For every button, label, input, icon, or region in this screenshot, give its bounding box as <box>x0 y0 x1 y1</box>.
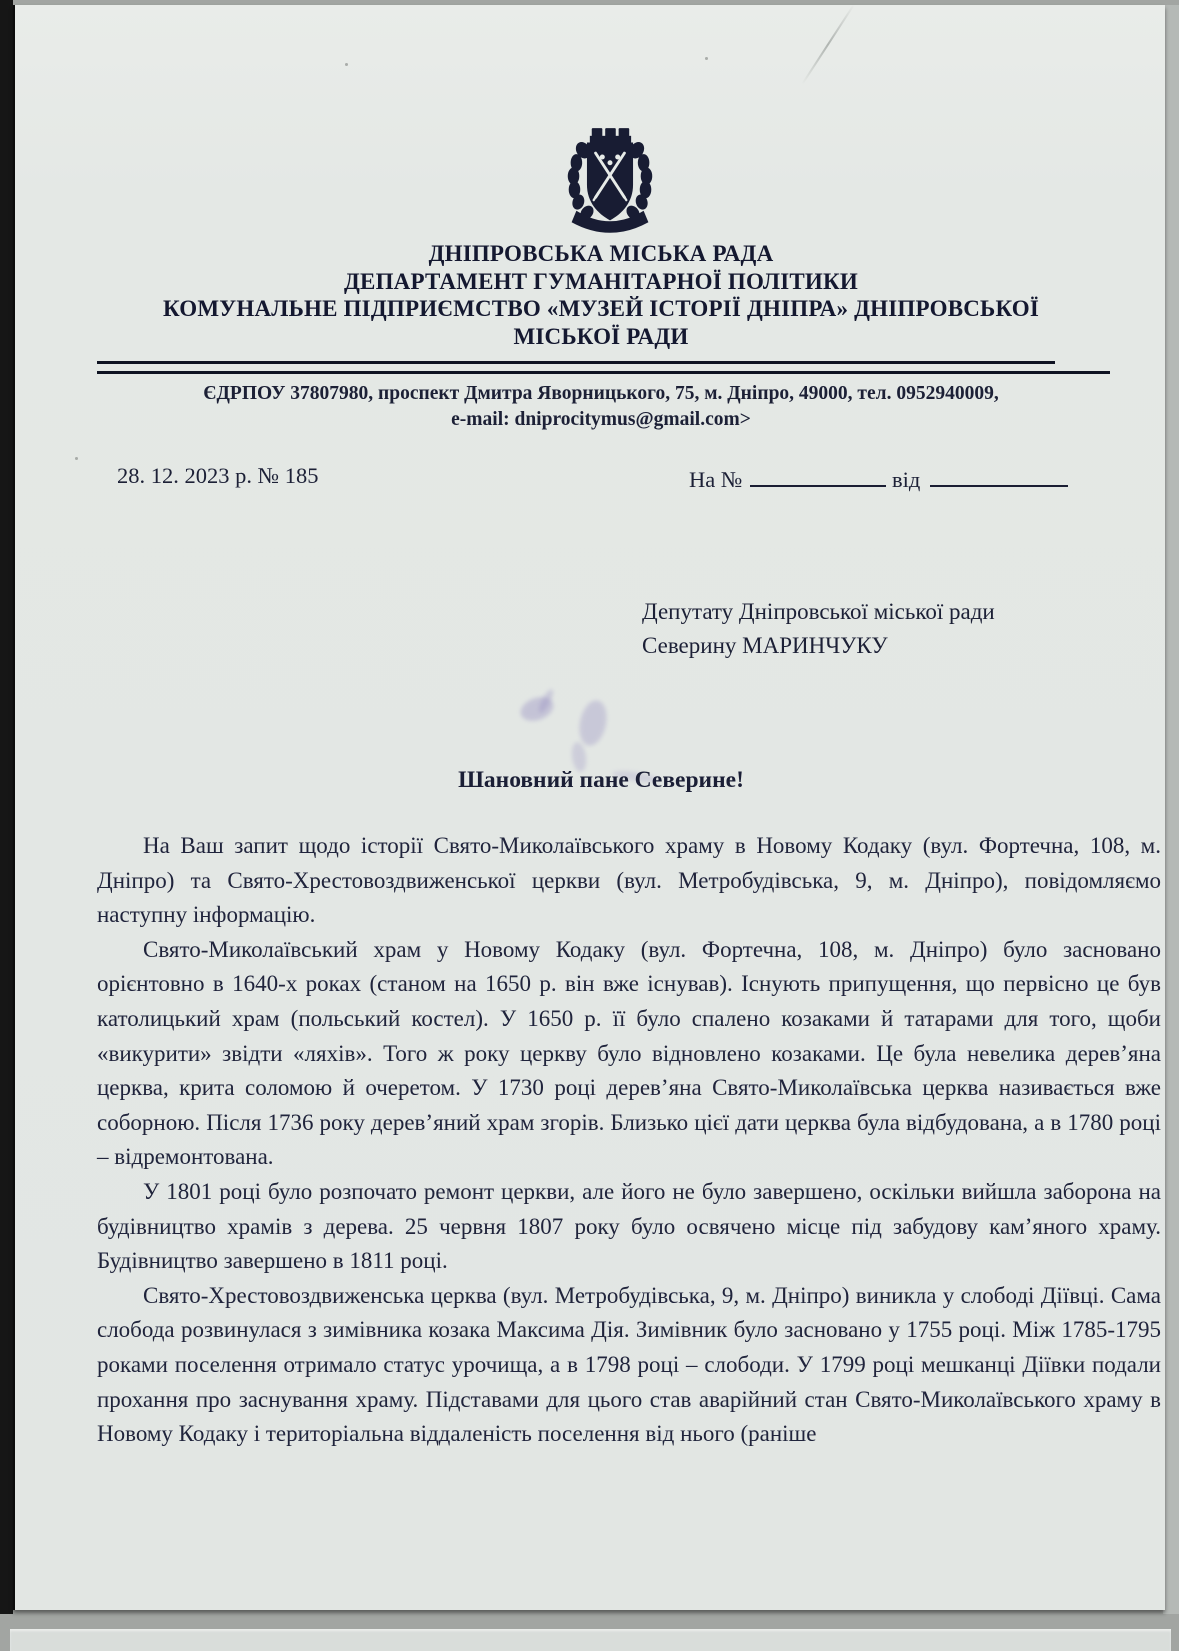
org-name-line1: ДНІПРОВСЬКА МІСЬКА РАДА <box>428 241 774 266</box>
scan-right-edge <box>1163 5 1179 1614</box>
scan-speck <box>705 57 708 60</box>
contact-block <box>95 381 1107 433</box>
body-paragraph-2: Свято-Миколаївський храм у Новому Кодаку (вул. Фортечна, 108, м. Дніпро) було засновано орієнтовно в 1640-х роках (станом на 1650 р. він вже існував). Існують припущення, що первісно це був католицький храм (польський костел). У 1650 р. її було спалено козаками й татарами для того, щоби «викурити» звідти «ляхів». Того ж року церкву було відновлено козаками. Це була невелика дерев’яна церква, крита соломою й очеретом. У 1730 році дерев’яна Свято-Миколаївська церква називається вже соборною. Після 1736 року дерев’яний храм згорів. Близько цієї дати церква була відбудована, а в 1780 році – відремонтована. <box>97 936 1161 1170</box>
dnipro-coat-of-arms-icon <box>562 126 658 234</box>
incoming-number-blank <box>750 463 886 487</box>
incoming-reference <box>689 463 1068 493</box>
recipient-title: Депутату Дніпровської міської ради <box>642 599 995 624</box>
contact-address-line: ЄДРПОУ 37807980, проспект Дмитра Яворницького, 75, м. Дніпро, 49000, тел. 0952940009, <box>203 383 999 404</box>
letterhead <box>95 240 1107 350</box>
paper-crease <box>801 4 854 85</box>
header-divider-bottom <box>97 371 1110 374</box>
scan-speck <box>345 63 348 66</box>
body-paragraph-4: Свято-Хрестовоздвиженська церква (вул. Метробудівська, 9, м. Дніпро) виникла у слободі Діївці. Сама слобода розвинулася з зимівника козака Максима Дія. Зимівник було засновано у 1755 році. Між 1785-1795 роками поселення отримало статус урочища, а в 1798 році – слободи. У 1799 році мешканці Діївки подали прохання про заснування храму. Підставами для цього став аварійний стан Свято-Миколаївського храму в Новому Кодаку і територіальна віддаленість поселення від нього (раніше <box>97 1282 1161 1447</box>
body-paragraph-1: На Ваш запит щодо історії Свято-Миколаївського храму в Новому Кодаку (вул. Фортечна, 108, м. Дніпро) та Свято-Хрестовоздвиженської церкви (вул. Метробудівська, 9, м. Дніпро), повідомляємо наступну інформацію. <box>97 833 1161 928</box>
scan-left-edge <box>0 0 13 1614</box>
outgoing-date-number: 28. 12. 2023 р. № 185 <box>117 463 319 488</box>
recipient-name: Северину МАРИНЧУКУ <box>642 633 888 658</box>
recipient-block <box>642 595 1102 663</box>
contact-email-line: e-mail: dniprocitymus@gmail.com> <box>451 409 751 430</box>
salutation: Шановний пане Северине! <box>458 767 744 793</box>
incoming-number-label: На № <box>689 467 743 492</box>
next-page-edge <box>10 1629 1171 1651</box>
incoming-date-blank <box>930 463 1068 487</box>
header-divider-top <box>97 361 1055 364</box>
scan-speck <box>75 457 78 460</box>
reference-row <box>117 463 1107 497</box>
org-name-line2: ДЕПАРТАМЕНТ ГУМАНІТАРНОЇ ПОЛІТИКИ <box>344 268 858 294</box>
org-name-line3: КОМУНАЛЬНЕ ПІДПРИЄМСТВО «МУЗЕЙ ІСТОРІЇ ДНІПРА» ДНІПРОВСЬКОЇ <box>162 296 1040 321</box>
letter-page <box>13 5 1165 1610</box>
body-paragraph-3: У 1801 році було розпочато ремонт церкви, але його не було завершено, оскільки вийшла заборона на будівництво храмів з дерева. 25 червня 1807 року було освячено місце під забудову кам’яного храму. Будівництво завершено в 1811 році. <box>97 1178 1161 1274</box>
incoming-date-label: від <box>891 467 921 492</box>
org-name-line4: МІСЬКОЇ РАДИ <box>513 323 689 349</box>
letter-body <box>97 829 1161 1452</box>
